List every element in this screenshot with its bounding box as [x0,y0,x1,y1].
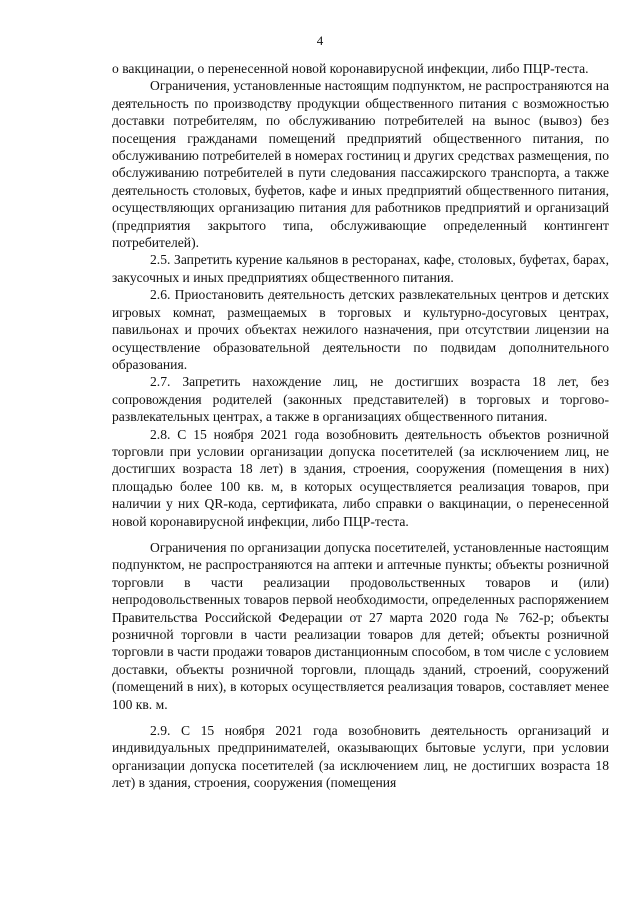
paragraph-2-9: 2.9. С 15 ноября 2021 года возобновить деятельность организаций и индивидуальных предпринимателей, оказывающих бытовые услуги, при условии организации допуска посетителей (за исключением лиц, не достигших возраста 18 лет) в здания, строения, сооружения (помещения [112,723,609,791]
page-number: 4 [316,33,324,48]
paragraph-restrictions-retail: Ограничения по организации допуска посетителей, установленные настоящим подпунктом, не распространяются на аптеки и аптечные пункты; объекты розничной торговли в части реализации продовольственных товаров и (или) непродовольственных товаров первой необходимости, определенных распоряжением Правительства Российской Федерации от 27 марта 2020 года № 762-р; объекты розничной торговли в части реализации товаров для детей; объекты розничной торговли в части продажи товаров дистанционным способом, в том числе с условием доставки, объекты розничной торговли, площадь зданий, строений, сооружений (помещений в них), в которых осуществляется реализация товаров, составляет менее 100 кв. м. [112,539,609,712]
paragraph-2-8: 2.8. С 15 ноября 2021 года возобновить деятельность объектов розничной торговли при условии организации допуска посетителей (за исключением лиц, не достигших возраста 18 лет) в здания, строения, сооружения (помещения в них) площадью более 100 кв. м, в которых осуществляется реализация товаров, при наличии у них QR-кода, сертификата, либо справки о вакцинации, о перенесенной новой коронавирусной инфекции, либо ПЦР-теста. [112,426,609,529]
paragraph-continuation: о вакцинации, о перенесенной новой коронавирусной инфекции, либо ПЦР-теста. [112,61,589,76]
paragraph-2-6: 2.6. Приостановить деятельность детских развлекательных центров и детских игровых комнат, размещаемых в торговых и культурно-досуговых центрах, павильонах и прочих объектах нежилого назначения, при отсутствии лицензии на осуществление образовательной деятельности по подвидам дополнительного образования. [112,287,609,372]
paragraph-restrictions-catering: Ограничения, установленные настоящим подпунктом, не распространяются на деятельность по производству продукции общественного питания с возможностью доставки потребителям, по обслуживанию потребителей на вынос (вывоз) без посещения гражданами помещений предприятий общественного питания, по обслуживанию потребителей в номерах гостиниц и других средствах размещения, по обслуживанию потребителей в пути следования пассажирского транспорта, а также деятельность столовых, буфетов, кафе и иных предприятий общественного питания, осуществляющих организацию питания для работников предприятий и организаций (предприятия закрытого типа, обслуживающие определенный контингент потребителей). [112,78,609,251]
paragraph-2-7: 2.7. Запретить нахождение лиц, не достигших возраста 18 лет, без сопровождения родителей (законных представителей) в торговых и торгово-развлекательных центрах, а также в организациях общественного питания. [112,374,609,425]
document-body [112,60,609,792]
paragraph-2-5: 2.5. Запретить курение кальянов в ресторанах, кафе, столовых, буфетах, барах, закусочных и иных предприятиях общественного питания. [112,252,609,285]
